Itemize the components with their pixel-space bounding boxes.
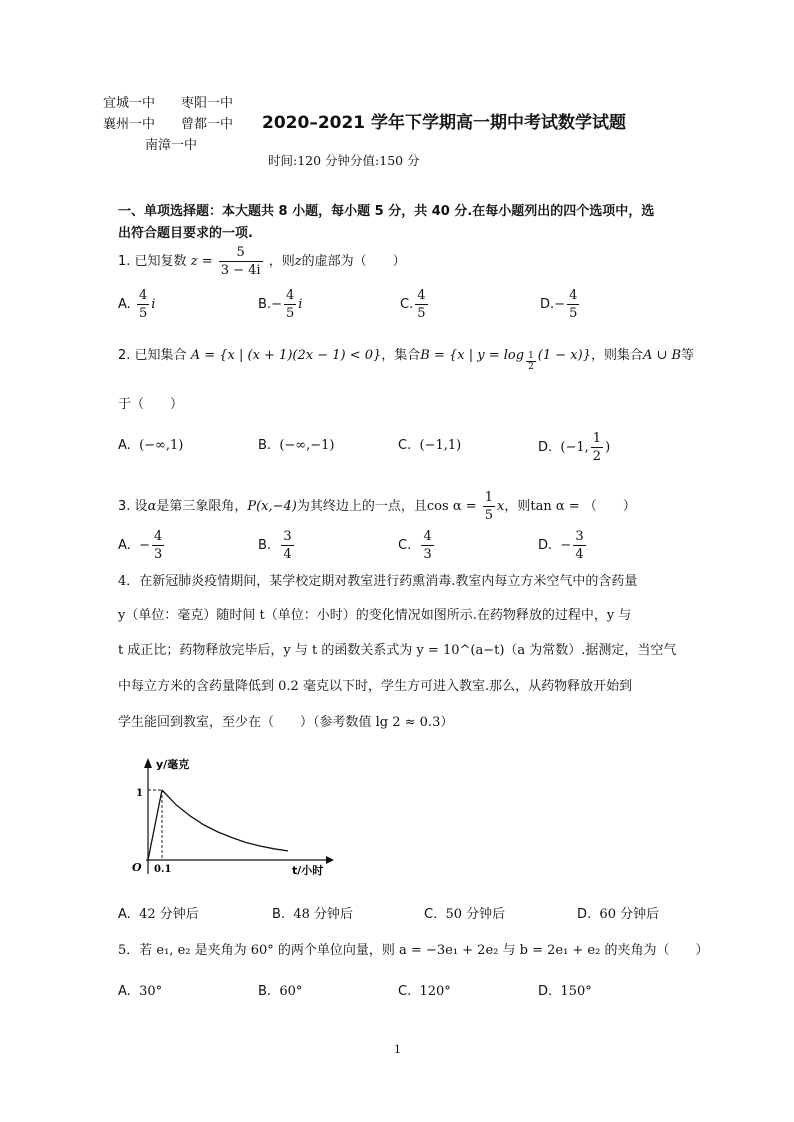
option-sign: − — [271, 297, 282, 312]
q1-frac-den: 3 − 4i — [220, 263, 261, 278]
frac-num: 3 — [575, 529, 584, 544]
q3-option-a[interactable] — [118, 528, 166, 563]
option-label: C. — [400, 297, 414, 312]
option-value: 150° — [560, 984, 592, 999]
question-2 — [118, 346, 694, 372]
option-label: B. — [272, 907, 286, 922]
q3-number: 3. — [118, 499, 131, 514]
exam-title: 2020–2021 学年下学期高一期中考试数学试题 — [262, 113, 627, 133]
x-axis-arrow-icon — [326, 856, 334, 864]
option-label: D. — [540, 297, 555, 312]
school-yicheng: 宜城一中 — [103, 96, 156, 111]
q3-option-d[interactable] — [538, 528, 588, 563]
question-5: 5．若 e₁, e₂ 是夹角为 60° 的两个单位向量，则 a = −3e₁ + 2e₂ 与 b = 2e₁ + e₂ 的夹角为（ ） — [118, 943, 709, 958]
q1-frac-num: 5 — [219, 244, 263, 262]
option-value: (−∞,1) — [139, 438, 184, 453]
q1-post: ，则 — [268, 254, 295, 269]
option-label: C. — [398, 538, 412, 553]
option-label: D. — [538, 538, 553, 553]
frac-num: 1 — [528, 351, 534, 361]
q2-option-d[interactable] — [538, 430, 610, 465]
option-value: (−∞,−1) — [279, 438, 335, 453]
q1-fraction — [219, 244, 263, 279]
option-label: A. — [118, 984, 131, 999]
q3-alpha: α — [147, 499, 157, 514]
q2-number: 2. — [118, 348, 131, 363]
frac-den: 5 — [285, 306, 295, 321]
option-value: 42 分钟后 — [139, 907, 199, 922]
question-3 — [118, 489, 636, 524]
q1-option-d[interactable] — [540, 287, 581, 322]
q1-option-a[interactable] — [118, 287, 155, 322]
q3-x: x — [497, 499, 505, 514]
option-fraction — [284, 287, 296, 322]
q4-option-c[interactable] — [424, 903, 505, 922]
frac-den: 2 — [592, 449, 602, 464]
q2-mid: ，集合 — [381, 348, 421, 363]
option-value-post: ) — [605, 440, 611, 455]
q3-blank: （ ） — [583, 499, 636, 514]
option-label: B. — [258, 438, 272, 453]
series-linear-release — [148, 790, 162, 860]
frac-den: 4 — [575, 547, 584, 562]
option-value: 30° — [139, 984, 163, 999]
q5-option-c[interactable] — [398, 984, 451, 999]
q2-line2: 于（ ） — [118, 397, 184, 412]
q2-union: A ∪ B — [643, 348, 682, 363]
q2-option-a[interactable] — [118, 438, 183, 453]
frac-den: 3 — [423, 547, 432, 562]
q1-number: 1. — [118, 254, 131, 269]
q3-point: P(x,−4) — [247, 499, 297, 514]
option-label: A. — [118, 297, 131, 312]
option-label: B. — [258, 297, 272, 312]
frac-den: 4 — [283, 547, 292, 562]
option-label: D. — [577, 907, 592, 922]
option-unit: i — [151, 297, 156, 312]
q4-line4: 中每立方米的含药量降低到 0.2 毫克以下时，学生方可进入教室.那么，从药物释放开始到 — [118, 679, 633, 694]
q3-tan: tan α = — [530, 499, 584, 514]
option-label: D. — [538, 984, 553, 999]
section-heading-line1: 一、单项选择题：本大题共 8 小题，每小题 5 分，共 40 分.在每小题列出的四个选项中，选 — [118, 204, 655, 219]
q3-fraction — [483, 489, 495, 524]
q2-set-b-post: (1 − x)} — [537, 348, 591, 363]
option-value: 50 分钟后 — [445, 907, 506, 922]
q2-set-a: A = {x | (x + 1)(2x − 1) < 0} — [190, 348, 382, 363]
q1-option-b[interactable] — [258, 287, 302, 322]
option-fraction — [421, 528, 433, 563]
q4-line1: 4．在新冠肺炎疫情期间，某学校定期对教室进行药熏消毒.教室内每立方米空气中的含药量 — [118, 574, 638, 589]
option-label: A. — [118, 907, 131, 922]
option-value: 48 分钟后 — [293, 907, 354, 922]
school-zengdu: 曾都一中 — [181, 117, 234, 132]
q3-option-b[interactable] — [258, 528, 296, 563]
q2-post: ，则集合 — [590, 348, 643, 363]
option-sign: − — [560, 538, 572, 553]
option-fraction — [573, 528, 585, 563]
frac-den: 5 — [484, 508, 494, 523]
option-value: 120° — [419, 984, 451, 999]
option-value: 60° — [279, 984, 303, 999]
y-axis-arrow-icon — [144, 758, 152, 768]
option-value-pre: (−1, — [560, 440, 589, 455]
q5-option-a[interactable] — [118, 984, 162, 999]
q2-pre: 已知集合 — [134, 348, 187, 363]
q1-option-c[interactable] — [400, 287, 430, 322]
q2-option-b[interactable] — [258, 438, 335, 453]
q4-line5: 学生能回到教室，至少在（ ）（参考数值 lg 2 ≈ 0.3） — [118, 715, 454, 730]
frac-num: 1 — [592, 431, 602, 446]
option-label: C. — [398, 438, 412, 453]
page-number: 1 — [394, 1043, 401, 1056]
frac-den: 3 — [153, 547, 163, 562]
q1-z: z — [190, 254, 198, 269]
q4-line2: y（单位：毫克）随时间 t（单位：小时）的变化情况如图所示.在药物释放的过程中，y 与 — [118, 608, 632, 623]
option-fraction — [567, 287, 579, 322]
frac-den: 5 — [417, 306, 426, 321]
school-zaoyang: 枣阳一中 — [181, 96, 234, 111]
x-axis-label: t/小时 — [292, 864, 324, 877]
q4-option-b[interactable] — [272, 903, 353, 922]
series-decay — [162, 790, 288, 851]
q5-option-b[interactable] — [258, 984, 302, 999]
option-label: A. — [118, 538, 131, 553]
frac-num: 4 — [153, 529, 163, 544]
x-tick-label: 0.1 — [154, 864, 172, 875]
option-label: C. — [424, 907, 438, 922]
q4-graph — [118, 756, 348, 886]
option-label: B. — [258, 984, 272, 999]
frac-den: 5 — [569, 306, 578, 321]
time-score: 时间:120 分钟分值:150 分 — [268, 153, 420, 168]
option-label: B. — [258, 538, 272, 553]
origin-label: O — [132, 861, 142, 874]
option-label: A. — [118, 438, 131, 453]
q1-z2: z — [294, 254, 302, 269]
frac-num: 4 — [285, 288, 295, 303]
q2-option-c[interactable] — [398, 438, 461, 453]
q4-line3: t 成正比；药物释放完毕后，y 与 t 的函数关系式为 y = 10^(a−t)（a 为常数）.据测定，当空气 — [118, 643, 677, 658]
frac-num: 4 — [417, 288, 426, 303]
option-sign: − — [554, 297, 566, 312]
q1-post2: 的虚部为（ ） — [301, 254, 406, 269]
frac-num: 4 — [423, 529, 432, 544]
q4-option-d[interactable] — [577, 903, 659, 922]
q1-eq: = — [197, 254, 217, 269]
frac-num: 3 — [283, 529, 292, 544]
option-label: C. — [398, 984, 412, 999]
q5-option-d[interactable] — [538, 984, 592, 999]
section-heading-line2: 出符合题目要求的一项. — [118, 226, 253, 241]
q2-post2: 等 — [681, 348, 695, 363]
frac-num: 1 — [484, 490, 494, 505]
section-heading — [118, 201, 654, 245]
frac-num: 4 — [138, 288, 148, 303]
q3-cos: cos α = — [426, 499, 481, 514]
q3-text1: 是第三象限角， — [156, 499, 248, 514]
q3-text2: 为其终边上的一点，且 — [296, 499, 427, 514]
option-value: (−1,1) — [419, 438, 462, 453]
q3-text3: ，则 — [504, 499, 531, 514]
option-fraction — [281, 528, 293, 563]
q1-pre: 已知复数 — [134, 254, 187, 269]
q4-option-a[interactable] — [118, 903, 199, 922]
frac-den: 2 — [528, 362, 534, 372]
option-label: D. — [538, 440, 553, 455]
y-tick-label: 1 — [136, 788, 143, 799]
q2-set-b-pre: B = {x | y = log — [420, 348, 525, 363]
frac-den: 5 — [138, 306, 148, 321]
q2-log-base — [526, 351, 536, 372]
q3-pre: 设 — [134, 499, 148, 514]
option-value: 60 分钟后 — [599, 907, 660, 922]
option-fraction — [137, 287, 149, 322]
school-nanzhang: 南漳一中 — [145, 138, 198, 153]
y-axis-label: y/毫克 — [156, 758, 190, 771]
option-fraction — [591, 430, 603, 465]
school-xiangzhou: 襄州一中 — [103, 117, 156, 132]
option-fraction — [415, 287, 427, 322]
option-fraction — [152, 528, 164, 563]
option-unit: i — [298, 297, 303, 312]
question-1 — [118, 244, 406, 279]
option-sign: − — [139, 538, 150, 553]
frac-num: 4 — [569, 288, 578, 303]
q3-option-c[interactable] — [398, 528, 436, 563]
